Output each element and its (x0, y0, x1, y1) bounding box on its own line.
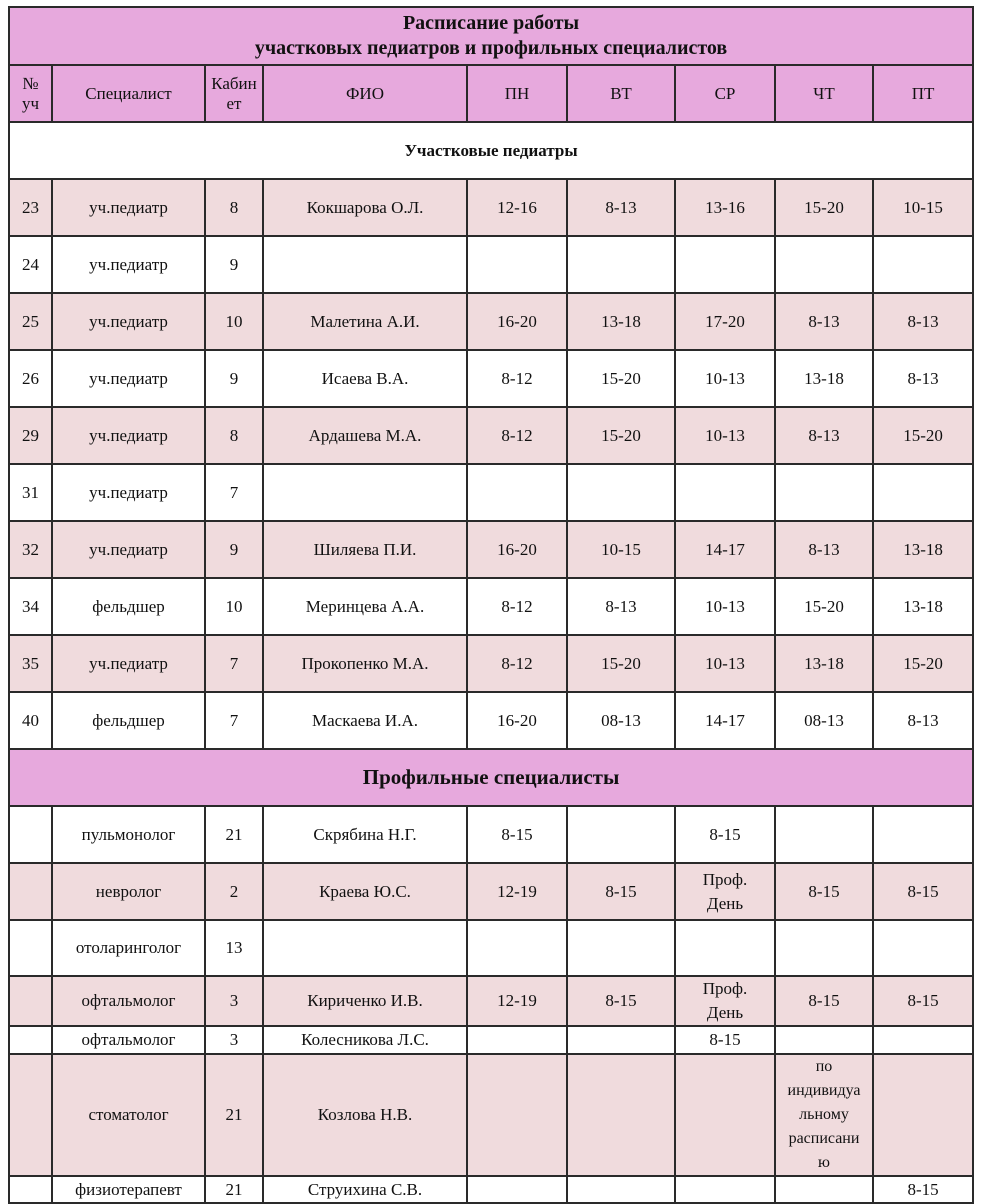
cell-wednesday: 10-13 (675, 635, 775, 692)
cell-tuesday: 8-13 (567, 578, 675, 635)
cell-friday (873, 1026, 973, 1054)
cell-wednesday (675, 976, 775, 1026)
cell-number: 32 (9, 521, 52, 578)
cell-cabinet: 21 (205, 1054, 263, 1176)
cell-friday (873, 806, 973, 863)
cell-monday (467, 920, 567, 976)
cell-fio: Кириченко И.В. (263, 976, 467, 1026)
cell-monday: 16-20 (467, 293, 567, 350)
table-row (9, 521, 973, 578)
cell-cabinet: 21 (205, 806, 263, 863)
pediatricians-body (9, 179, 973, 749)
cell-fio: Меринцева А.А. (263, 578, 467, 635)
cell-tuesday: 8-13 (567, 179, 675, 236)
cell-tuesday (567, 920, 675, 976)
cell-monday: 12-19 (467, 976, 567, 1026)
cell-number: 40 (9, 692, 52, 749)
cell-number: 31 (9, 464, 52, 521)
cell-number: 26 (9, 350, 52, 407)
cell-cabinet: 3 (205, 976, 263, 1026)
cell-thursday: 15-20 (775, 179, 873, 236)
cell-cabinet: 7 (205, 464, 263, 521)
cell-thursday: 15-20 (775, 578, 873, 635)
cell-tuesday: 08-13 (567, 692, 675, 749)
thursday-line: льному (799, 1106, 849, 1123)
table-row (9, 1176, 973, 1203)
cell-number: 25 (9, 293, 52, 350)
cell-monday (467, 1054, 567, 1176)
cell-friday: 13-18 (873, 521, 973, 578)
cell-cabinet: 7 (205, 692, 263, 749)
cell-specialist: уч.педиатр (52, 521, 205, 578)
wednesday-line1: Проф. (702, 869, 748, 889)
header-cabinet-line1: Кабин (211, 73, 257, 93)
header-cabinet (205, 65, 263, 122)
cell-wednesday (675, 863, 775, 920)
cell-cabinet: 8 (205, 179, 263, 236)
table-row (9, 350, 973, 407)
cell-tuesday: 10-15 (567, 521, 675, 578)
cell-friday: 8-13 (873, 293, 973, 350)
cell-fio: Шиляева П.И. (263, 521, 467, 578)
section-specialists: Профильные специалисты (9, 749, 973, 806)
table-row (9, 863, 973, 920)
cell-specialist: уч.педиатр (52, 407, 205, 464)
cell-wednesday: 17-20 (675, 293, 775, 350)
cell-fio: Скрябина Н.Г. (263, 806, 467, 863)
cell-specialist: фельдшер (52, 692, 205, 749)
table-row (9, 1026, 973, 1054)
cell-wednesday: 8-15 (675, 806, 775, 863)
cell-friday: 8-15 (873, 863, 973, 920)
table-row (9, 692, 973, 749)
specialists-body (9, 806, 973, 1203)
cell-tuesday (567, 236, 675, 293)
cell-wednesday: 8-15 (675, 1026, 775, 1054)
cell-tuesday (567, 1054, 675, 1176)
cell-specialist: пульмонолог (52, 806, 205, 863)
table-row (9, 635, 973, 692)
cell-monday (467, 464, 567, 521)
cell-wednesday (675, 464, 775, 521)
cell-friday (873, 236, 973, 293)
cell-fio (263, 920, 467, 976)
cell-thursday: 8-13 (775, 293, 873, 350)
cell-tuesday (567, 464, 675, 521)
cell-cabinet: 2 (205, 863, 263, 920)
header-number-line1: № (22, 73, 39, 93)
table-row (9, 920, 973, 976)
section-pediatricians: Участковые педиатры (9, 122, 973, 179)
cell-wednesday (675, 1054, 775, 1176)
cell-fio: Козлова Н.В. (263, 1054, 467, 1176)
cell-fio: Кокшарова О.Л. (263, 179, 467, 236)
cell-number: 34 (9, 578, 52, 635)
cell-tuesday: 13-18 (567, 293, 675, 350)
cell-friday: 15-20 (873, 407, 973, 464)
cell-fio: Ардашева М.А. (263, 407, 467, 464)
cell-fio: Струихина С.В. (263, 1176, 467, 1203)
cell-number (9, 920, 52, 976)
cell-fio: Краева Ю.С. (263, 863, 467, 920)
cell-fio: Исаева В.А. (263, 350, 467, 407)
cell-tuesday (567, 1026, 675, 1054)
cell-monday: 8-15 (467, 806, 567, 863)
cell-cabinet: 9 (205, 236, 263, 293)
cell-monday: 8-12 (467, 578, 567, 635)
table-row (9, 1054, 973, 1176)
cell-fio (263, 464, 467, 521)
header-friday: ПТ (873, 65, 973, 122)
cell-wednesday: 10-13 (675, 578, 775, 635)
cell-cabinet: 21 (205, 1176, 263, 1203)
cell-fio: Малетина А.И. (263, 293, 467, 350)
cell-cabinet: 3 (205, 1026, 263, 1054)
cell-tuesday: 15-20 (567, 407, 675, 464)
cell-thursday: 8-13 (775, 407, 873, 464)
cell-friday: 8-15 (873, 976, 973, 1026)
thursday-line: расписани (788, 1130, 860, 1147)
cell-specialist: фельдшер (52, 578, 205, 635)
cell-tuesday: 8-15 (567, 863, 675, 920)
header-fio: ФИО (263, 65, 467, 122)
header-number-line2: уч (21, 93, 40, 113)
cell-specialist: офтальмолог (52, 976, 205, 1026)
cell-wednesday: 13-16 (675, 179, 775, 236)
cell-specialist: уч.педиатр (52, 236, 205, 293)
cell-monday (467, 1176, 567, 1203)
cell-thursday: 8-15 (775, 863, 873, 920)
table-row (9, 976, 973, 1026)
cell-thursday (775, 1176, 873, 1203)
wednesday-line2: День (706, 893, 744, 913)
table-row (9, 464, 973, 521)
cell-specialist: физиотерапевт (52, 1176, 205, 1203)
table-row (9, 407, 973, 464)
header-monday: ПН (467, 65, 567, 122)
cell-monday: 16-20 (467, 521, 567, 578)
cell-thursday: 8-15 (775, 976, 873, 1026)
cell-number: 24 (9, 236, 52, 293)
table-row (9, 578, 973, 635)
cell-thursday (775, 236, 873, 293)
schedule-table (8, 6, 974, 1204)
cell-friday (873, 920, 973, 976)
cell-specialist: уч.педиатр (52, 293, 205, 350)
cell-thursday (775, 920, 873, 976)
cell-friday (873, 1054, 973, 1176)
cell-monday: 16-20 (467, 692, 567, 749)
cell-specialist: офтальмолог (52, 1026, 205, 1054)
cell-wednesday: 14-17 (675, 692, 775, 749)
cell-cabinet: 10 (205, 293, 263, 350)
cell-cabinet: 9 (205, 521, 263, 578)
header-specialist: Специалист (52, 65, 205, 122)
cell-friday: 15-20 (873, 635, 973, 692)
header-thursday: ЧТ (775, 65, 873, 122)
cell-fio: Прокопенко М.А. (263, 635, 467, 692)
cell-cabinet: 7 (205, 635, 263, 692)
cell-friday: 10-15 (873, 179, 973, 236)
table-row (9, 236, 973, 293)
cell-cabinet: 10 (205, 578, 263, 635)
cell-fio: Маскаева И.А. (263, 692, 467, 749)
cell-specialist: уч.педиатр (52, 350, 205, 407)
cell-specialist: уч.педиатр (52, 464, 205, 521)
cell-friday (873, 464, 973, 521)
cell-number (9, 1026, 52, 1054)
cell-number (9, 1176, 52, 1203)
header-cabinet-line2: ет (226, 93, 242, 113)
cell-friday: 8-15 (873, 1176, 973, 1203)
cell-friday: 13-18 (873, 578, 973, 635)
cell-thursday: 13-18 (775, 350, 873, 407)
title-line-2: участковых педиатров и профильных специалистов (254, 37, 728, 59)
cell-tuesday (567, 1176, 675, 1203)
cell-fio (263, 236, 467, 293)
cell-monday: 12-16 (467, 179, 567, 236)
cell-tuesday: 15-20 (567, 635, 675, 692)
cell-specialist: невролог (52, 863, 205, 920)
wednesday-line2: День (706, 1003, 744, 1022)
cell-thursday (775, 806, 873, 863)
thursday-line: по (815, 1058, 833, 1075)
table-row (9, 806, 973, 863)
table-title (9, 7, 973, 65)
cell-specialist: уч.педиатр (52, 179, 205, 236)
cell-monday: 8-12 (467, 635, 567, 692)
cell-thursday (775, 1026, 873, 1054)
cell-number (9, 976, 52, 1026)
cell-fio: Колесникова Л.С. (263, 1026, 467, 1054)
thursday-line: индивидуа (787, 1082, 861, 1099)
cell-tuesday: 8-15 (567, 976, 675, 1026)
cell-tuesday: 15-20 (567, 350, 675, 407)
cell-wednesday: 10-13 (675, 407, 775, 464)
cell-specialist: стоматолог (52, 1054, 205, 1176)
cell-number: 23 (9, 179, 52, 236)
cell-monday: 8-12 (467, 350, 567, 407)
header-number (9, 65, 52, 122)
cell-tuesday (567, 806, 675, 863)
header-wednesday: СР (675, 65, 775, 122)
cell-thursday: 08-13 (775, 692, 873, 749)
cell-number: 35 (9, 635, 52, 692)
cell-number (9, 806, 52, 863)
cell-thursday: 8-13 (775, 521, 873, 578)
cell-monday: 8-12 (467, 407, 567, 464)
cell-wednesday (675, 920, 775, 976)
table-row (9, 179, 973, 236)
cell-number: 29 (9, 407, 52, 464)
title-line-1: Расписание работы (402, 12, 580, 34)
thursday-line: ю (818, 1154, 830, 1171)
cell-number (9, 1054, 52, 1176)
cell-monday (467, 1026, 567, 1054)
cell-wednesday (675, 236, 775, 293)
cell-specialist: уч.педиатр (52, 635, 205, 692)
cell-specialist: отоларинголог (52, 920, 205, 976)
wednesday-line1: Проф. (702, 979, 748, 998)
cell-cabinet: 8 (205, 407, 263, 464)
cell-wednesday: 10-13 (675, 350, 775, 407)
cell-monday: 12-19 (467, 863, 567, 920)
cell-wednesday (675, 1176, 775, 1203)
cell-monday (467, 236, 567, 293)
cell-thursday (775, 1054, 873, 1176)
cell-wednesday: 14-17 (675, 521, 775, 578)
header-tuesday: ВТ (567, 65, 675, 122)
cell-cabinet: 9 (205, 350, 263, 407)
table-row (9, 293, 973, 350)
cell-number (9, 863, 52, 920)
cell-thursday: 13-18 (775, 635, 873, 692)
cell-thursday (775, 464, 873, 521)
cell-cabinet: 13 (205, 920, 263, 976)
cell-friday: 8-13 (873, 692, 973, 749)
cell-friday: 8-13 (873, 350, 973, 407)
